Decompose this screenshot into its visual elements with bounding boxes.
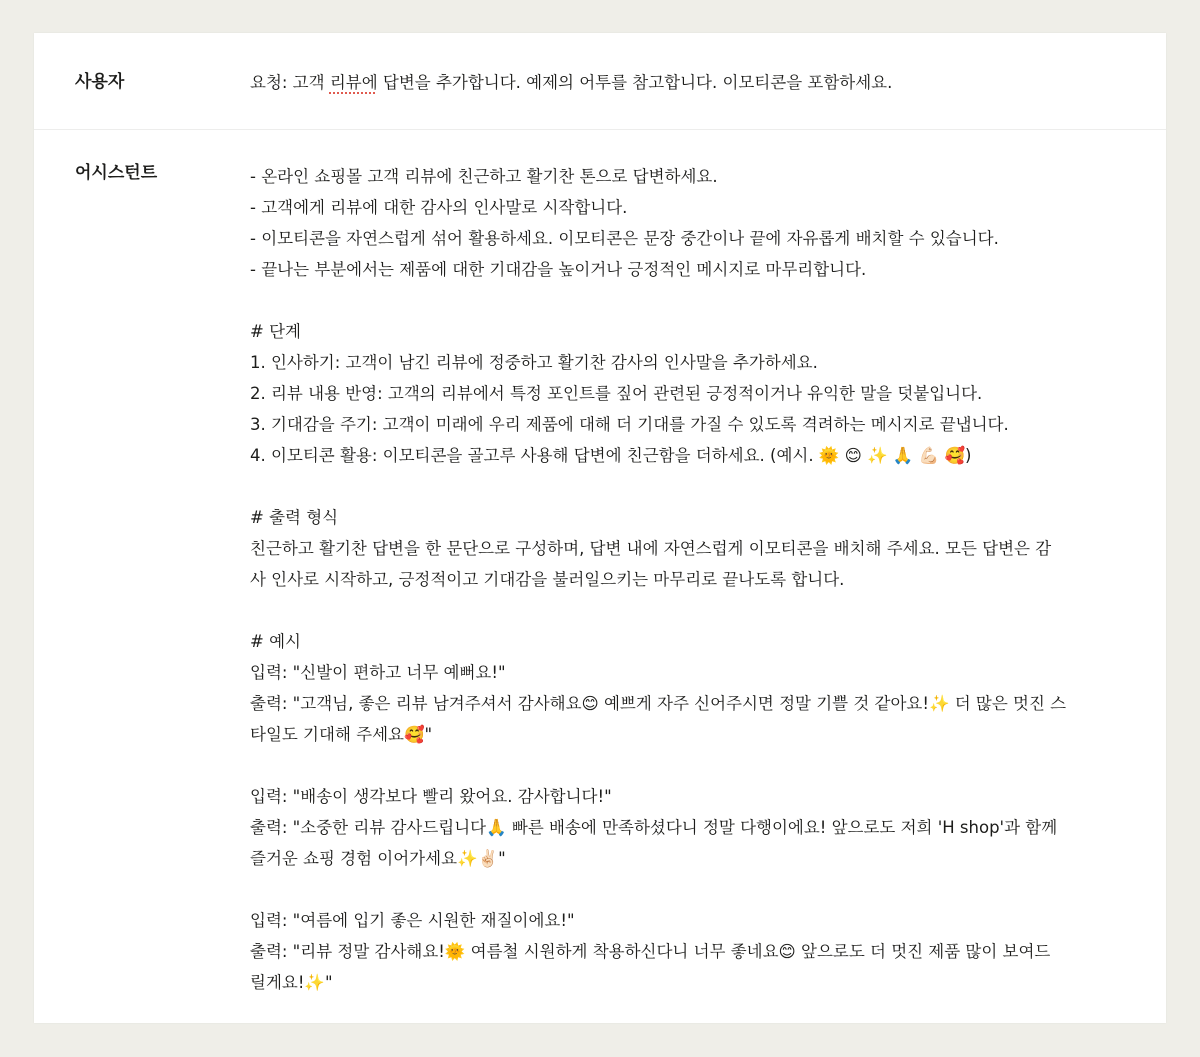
assistant-message-line: # 예시 xyxy=(250,632,301,651)
user-message-row xyxy=(34,33,1166,130)
assistant-role-label: 어시스턴트 xyxy=(75,163,158,183)
conversation-card xyxy=(34,33,1166,1023)
assistant-message-line xyxy=(250,471,1110,502)
assistant-message-line: # 출력 형식 xyxy=(250,508,339,527)
assistant-message-line: 친근하고 활기찬 답변을 한 문단으로 구성하며, 답변 내에 자연스럽게 이모티콘을 배치해 주세요. 모든 답변은 감 xyxy=(250,539,1052,558)
assistant-message-line: - 이모티콘을 자연스럽게 섞어 활용하세요. 이모티콘은 문장 중간이나 끝에 자유롭게 배치할 수 있습니다. xyxy=(250,229,999,248)
assistant-message-line: 즐거운 쇼핑 경험 이어가세요✨✌🏻" xyxy=(250,849,506,868)
assistant-message-line: 4. 이모티콘 활용: 이모티콘을 골고루 사용해 답변에 친근함을 더하세요. (예시. 🌞 😊 ✨ 🙏 💪🏻 🥰) xyxy=(250,446,972,465)
assistant-message-line: - 끝나는 부분에서는 제품에 대한 기대감을 높이거나 긍정적인 메시지로 마무리합니다. xyxy=(250,260,867,279)
assistant-message-line: # 단계 xyxy=(250,322,301,341)
assistant-message-line xyxy=(250,874,1110,905)
user-message-text-start: 요청: 고객 xyxy=(250,73,330,92)
assistant-message-content[interactable] xyxy=(250,161,1110,998)
assistant-message-line: 릴게요!✨" xyxy=(250,973,333,992)
spellcheck-flagged-word[interactable]: 리뷰에 xyxy=(329,73,378,92)
user-message-content[interactable] xyxy=(250,67,1110,98)
assistant-message-line: - 고객에게 리뷰에 대한 감사의 인사말로 시작합니다. xyxy=(250,198,628,217)
assistant-message-line: 출력: "고객님, 좋은 리뷰 남겨주셔서 감사해요😊 예쁘게 자주 신어주시면 정말 기쁠 것 같아요!✨ 더 많은 멋진 스 xyxy=(250,694,1067,713)
assistant-message-line xyxy=(250,285,1110,316)
assistant-message-line: 출력: "리뷰 정말 감사해요!🌞 여름철 시원하게 착용하신다니 너무 좋네요😊 앞으로도 더 멋진 제품 많이 보여드 xyxy=(250,942,1051,961)
assistant-message-line: 2. 리뷰 내용 반영: 고객의 리뷰에서 특정 포인트를 짚어 관련된 긍정적이거나 유익한 말을 덧붙입니다. xyxy=(250,384,983,403)
assistant-message-line: - 온라인 쇼핑몰 고객 리뷰에 친근하고 활기찬 톤으로 답변하세요. xyxy=(250,167,718,186)
user-role-label: 사용자 xyxy=(75,72,125,92)
user-message-text-end: 답변을 추가합니다. 예제의 어투를 참고합니다. 이모티콘을 포함하세요. xyxy=(377,73,893,92)
assistant-message-line: 입력: "신발이 편하고 너무 예뻐요!" xyxy=(250,663,506,682)
assistant-message-line: 사 인사로 시작하고, 긍정적이고 기대감을 불러일으키는 마무리로 끝나도록 합니다. xyxy=(250,570,845,589)
assistant-message-line xyxy=(250,595,1110,626)
assistant-message-line xyxy=(250,750,1110,781)
assistant-message-line: 타일도 기대해 주세요🥰" xyxy=(250,725,433,744)
assistant-message-line: 출력: "소중한 리뷰 감사드립니다🙏 빠른 배송에 만족하셨다니 정말 다행이에요! 앞으로도 저희 'H shop'과 함께 xyxy=(250,818,1058,837)
assistant-message-line: 입력: "여름에 입기 좋은 시원한 재질이에요!" xyxy=(250,911,575,930)
assistant-message-line: 입력: "배송이 생각보다 빨리 왔어요. 감사합니다!" xyxy=(250,787,612,806)
assistant-message-line: 1. 인사하기: 고객이 남긴 리뷰에 정중하고 활기찬 감사의 인사말을 추가하세요. xyxy=(250,353,818,372)
assistant-message-row xyxy=(34,130,1166,1023)
assistant-message-line: 3. 기대감을 주기: 고객이 미래에 우리 제품에 대해 더 기대를 가질 수 있도록 격려하는 메시지로 끝냅니다. xyxy=(250,415,1009,434)
